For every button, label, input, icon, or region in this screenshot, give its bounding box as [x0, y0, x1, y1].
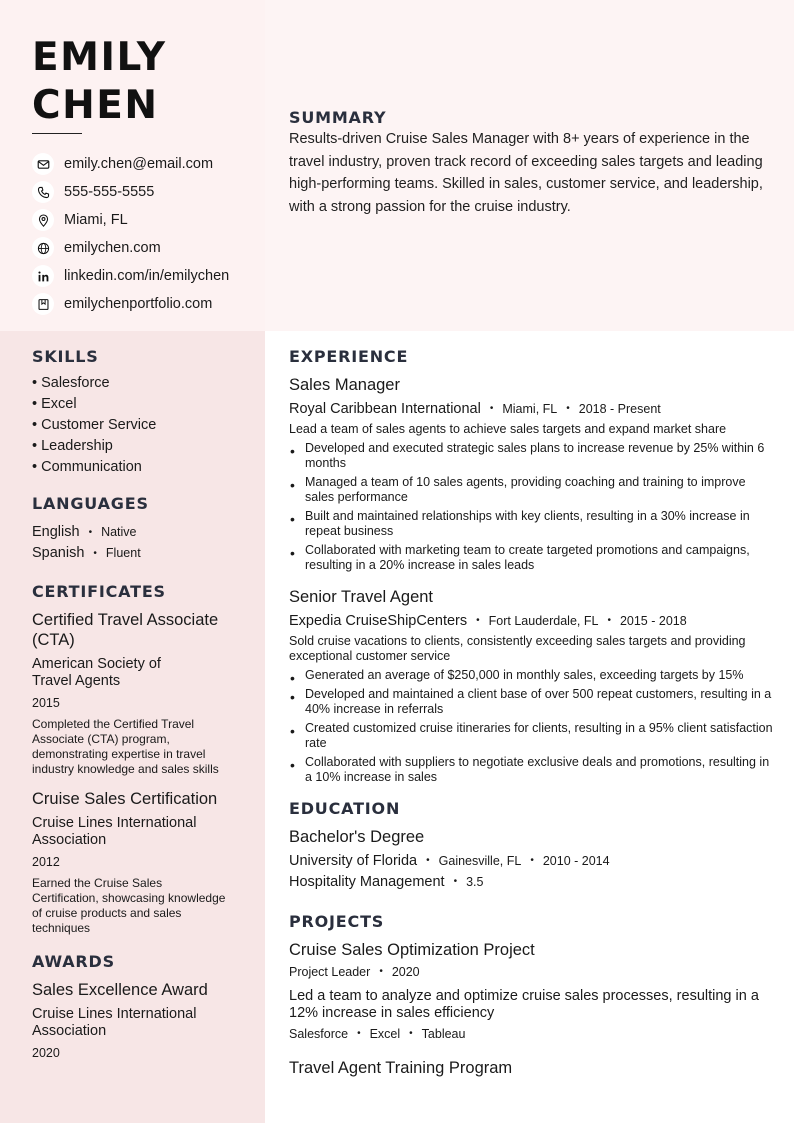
project-entry — [289, 940, 774, 1044]
language-item — [32, 543, 242, 564]
contact-list — [32, 150, 229, 318]
contact-email-text: emily.chen@email.com — [64, 156, 214, 172]
contact-location-text: Miami, FL — [64, 212, 128, 228]
project-tool: Excel — [369, 1027, 401, 1041]
job-company: Royal Caribbean International — [289, 401, 481, 417]
skill-item: • Customer Service — [32, 417, 157, 433]
award-name: Sales Excellence Award — [32, 981, 208, 999]
separator-dot: • — [607, 615, 611, 626]
projects-heading: PROJECTS — [289, 912, 385, 931]
project-meta — [289, 962, 774, 982]
skills-heading: SKILLS — [32, 347, 99, 366]
skill-item: • Salesforce — [32, 375, 110, 391]
job-bullet: • Generated an average of $250,000 in monthly sales, exceeding targets by 15% — [289, 668, 774, 683]
job-company: Expedia CruiseShipCenters — [289, 613, 468, 629]
phone-icon — [32, 181, 54, 203]
job-bullets — [289, 441, 774, 573]
languages-list — [32, 522, 242, 564]
certificates-heading: CERTIFICATES — [32, 582, 166, 601]
job-meta — [289, 611, 774, 631]
job-bullet: • Built and maintained relationships with key clients, resulting in a 30% increase in repeat business — [289, 509, 774, 539]
contact-email[interactable] — [32, 150, 229, 178]
education-dates: 2010 - 2014 — [542, 854, 610, 868]
job-bullets — [289, 668, 774, 785]
project-entry — [289, 1058, 774, 1078]
contact-website[interactable] — [32, 234, 229, 262]
project-name: Travel Agent Training Program — [289, 1059, 513, 1077]
education-major-row — [289, 872, 774, 892]
certificate-org: American Society of Travel Agents — [32, 656, 161, 689]
award-org: Cruise Lines International Association — [32, 1006, 197, 1039]
language-item — [32, 522, 242, 543]
separator-dot: • — [409, 1028, 413, 1039]
education-school: University of Florida — [289, 853, 418, 869]
language-level: Native — [101, 525, 137, 539]
language-level: Fluent — [105, 546, 141, 560]
contact-portfolio-text: emilychenportfolio.com — [64, 296, 213, 312]
certificate-name: Cruise Sales Certification — [32, 790, 218, 808]
certificate-item — [32, 610, 242, 777]
award-year: 2020 — [32, 1046, 60, 1060]
language-name: Spanish — [32, 545, 85, 561]
project-role: Project Leader — [289, 965, 371, 979]
education-location: Gainesville, FL — [438, 854, 522, 868]
candidate-name — [32, 34, 166, 130]
name-divider — [32, 133, 82, 134]
job-bullet: • Collaborated with marketing team to create targeted promotions and campaigns, resulting in a 20% increase in sales leads — [289, 543, 774, 573]
certificate-org: Cruise Lines International Association — [32, 815, 197, 848]
project-tool: Salesforce — [289, 1027, 349, 1041]
contact-linkedin-text: linkedin.com/in/emilychen — [64, 268, 230, 284]
separator-dot: • — [88, 527, 93, 538]
linkedin-icon — [32, 265, 54, 287]
job-dates: 2018 - Present — [578, 402, 661, 416]
separator-dot: • — [566, 403, 570, 414]
separator-dot: • — [426, 855, 430, 866]
education-meta — [289, 851, 774, 871]
separator-dot: • — [530, 855, 534, 866]
job-location: Fort Lauderdale, FL — [488, 614, 599, 628]
job-bullet: • Developed and executed strategic sales plans to increase revenue by 25% within 6 months — [289, 441, 774, 471]
language-name: English — [32, 524, 80, 540]
right-column — [289, 347, 774, 1078]
education-degree: Bachelor's Degree — [289, 828, 425, 846]
job-bullet: • Collaborated with suppliers to negotiate exclusive deals and promotions, resulting in a 10% increase in sales — [289, 755, 774, 785]
skill-item: • Excel — [32, 396, 77, 412]
education-entry — [289, 827, 774, 892]
awards-heading: AWARDS — [32, 952, 115, 971]
contact-phone[interactable] — [32, 178, 229, 206]
skill-item: • Leadership — [32, 438, 113, 454]
job-meta — [289, 399, 774, 419]
job-entry — [289, 587, 774, 785]
certificate-description: Earned the Cruise Sales Certification, showcasing knowledge of cruise products and sales techniques — [32, 876, 226, 935]
contact-phone-text: 555-555-5555 — [64, 184, 155, 200]
job-dates: 2015 - 2018 — [619, 614, 687, 628]
job-title: Sales Manager — [289, 376, 400, 394]
job-title: Senior Travel Agent — [289, 588, 434, 606]
project-tools — [289, 1024, 774, 1044]
contact-linkedin[interactable] — [32, 262, 229, 290]
portfolio-icon — [32, 293, 54, 315]
left-column — [32, 347, 242, 1061]
job-entry — [289, 375, 774, 573]
job-bullet: • Managed a team of 10 sales agents, providing coaching and training to improve sales performance — [289, 475, 774, 505]
separator-dot: • — [357, 1028, 361, 1039]
education-gpa: 3.5 — [466, 875, 484, 889]
separator-dot: • — [453, 876, 458, 887]
contact-location — [32, 206, 229, 234]
separator-dot: • — [379, 966, 383, 977]
education-major: Hospitality Management — [289, 874, 445, 890]
job-bullet: • Created customized cruise itineraries for clients, resulting in a 95% client satisfaction rate — [289, 721, 774, 751]
project-description: Led a team to analyze and optimize cruise sales processes, resulting in a 12% increase in sales efficiency — [289, 988, 759, 1021]
skills-list — [32, 373, 242, 478]
contact-website-text: emilychen.com — [64, 240, 161, 256]
languages-heading: LANGUAGES — [32, 494, 149, 513]
project-year: 2020 — [391, 965, 420, 979]
certificate-year: 2012 — [32, 855, 60, 869]
globe-icon — [32, 237, 54, 259]
project-tool: Tableau — [421, 1027, 466, 1041]
skill-item: • Communication — [32, 459, 142, 475]
separator-dot: • — [489, 403, 494, 414]
award-item — [32, 980, 242, 1061]
job-location: Miami, FL — [502, 402, 558, 416]
email-icon — [32, 153, 54, 175]
education-heading: EDUCATION — [289, 799, 401, 818]
certificate-description: Completed the Certified Travel Associate (CTA) program, demonstrating expertise in travel industry knowledge and sales skills — [32, 717, 219, 776]
certificate-year: 2015 — [32, 696, 60, 710]
separator-dot: • — [476, 615, 480, 626]
name-last: CHEN — [32, 83, 159, 128]
location-icon — [32, 209, 54, 231]
certificate-name: Certified Travel Associate (CTA) — [32, 611, 219, 649]
contact-portfolio[interactable] — [32, 290, 229, 318]
job-intro: Sold cruise vacations to clients, consistently exceeding sales targets and providing exceptional customer service — [289, 634, 746, 663]
experience-heading: EXPERIENCE — [289, 347, 409, 366]
summary-heading: SUMMARY — [289, 108, 387, 127]
separator-dot: • — [93, 548, 97, 559]
job-intro: Lead a team of sales agents to achieve sales targets and expand market share — [289, 422, 727, 436]
job-bullet: • Developed and maintained a client base of over 500 repeat customers, resulting in a 40% increase in referrals — [289, 687, 774, 717]
certificate-item — [32, 789, 242, 936]
name-first: EMILY — [32, 35, 167, 80]
summary-text: Results-driven Cruise Sales Manager with 8+ years of experience in the travel industry, proven track record of exceeding sales targets and leading high-performing teams. Skilled in sales, customer service, and leadership, with a strong passion for the cruise industry. — [289, 131, 763, 216]
project-name: Cruise Sales Optimization Project — [289, 941, 535, 959]
